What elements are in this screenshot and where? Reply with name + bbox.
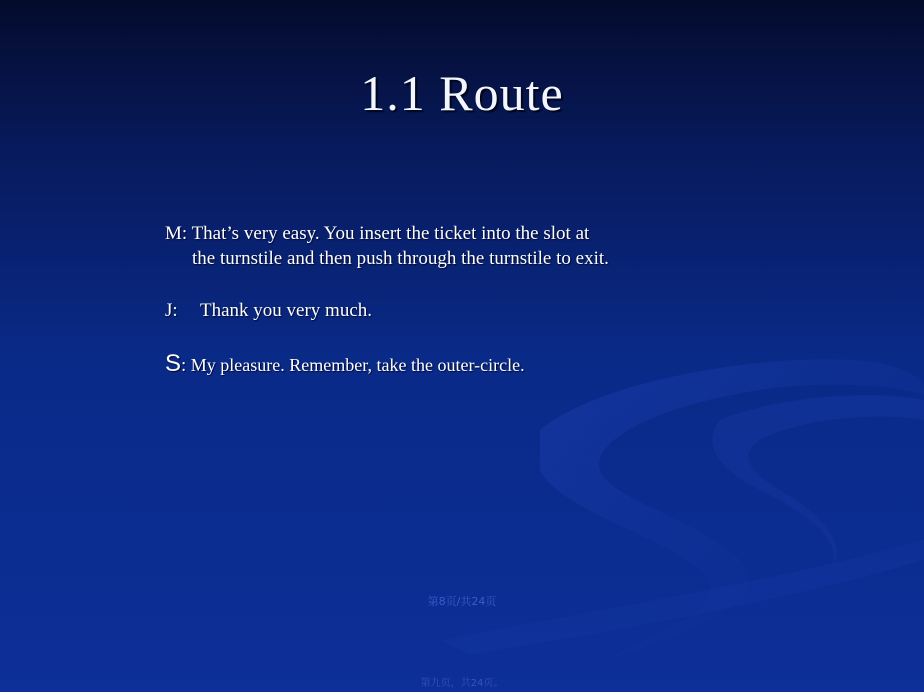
dialogue-m-line-1: M: That’s very easy. You insert the ticket into the slot at bbox=[165, 223, 590, 244]
dialogue-s-text: My pleasure. Remember, take the outer-circle. bbox=[186, 355, 525, 375]
dialogue-s-line bbox=[165, 350, 525, 378]
page-count: 第8页/共24页 bbox=[427, 595, 497, 608]
dialogue-j-text: Thank you very much. bbox=[200, 300, 373, 321]
speaker-s-colon: : bbox=[181, 355, 187, 376]
speaker-j-label: J: bbox=[165, 300, 178, 321]
dialogue-j-line bbox=[165, 300, 372, 322]
page-footer: 第九页，共24页。 bbox=[420, 678, 504, 689]
speaker-s-label: S bbox=[165, 350, 182, 377]
dialogue-m-line-2: the turnstile and then push through the turnstile to exit. bbox=[192, 248, 609, 269]
slide-title: 1.1 Route bbox=[360, 65, 564, 121]
